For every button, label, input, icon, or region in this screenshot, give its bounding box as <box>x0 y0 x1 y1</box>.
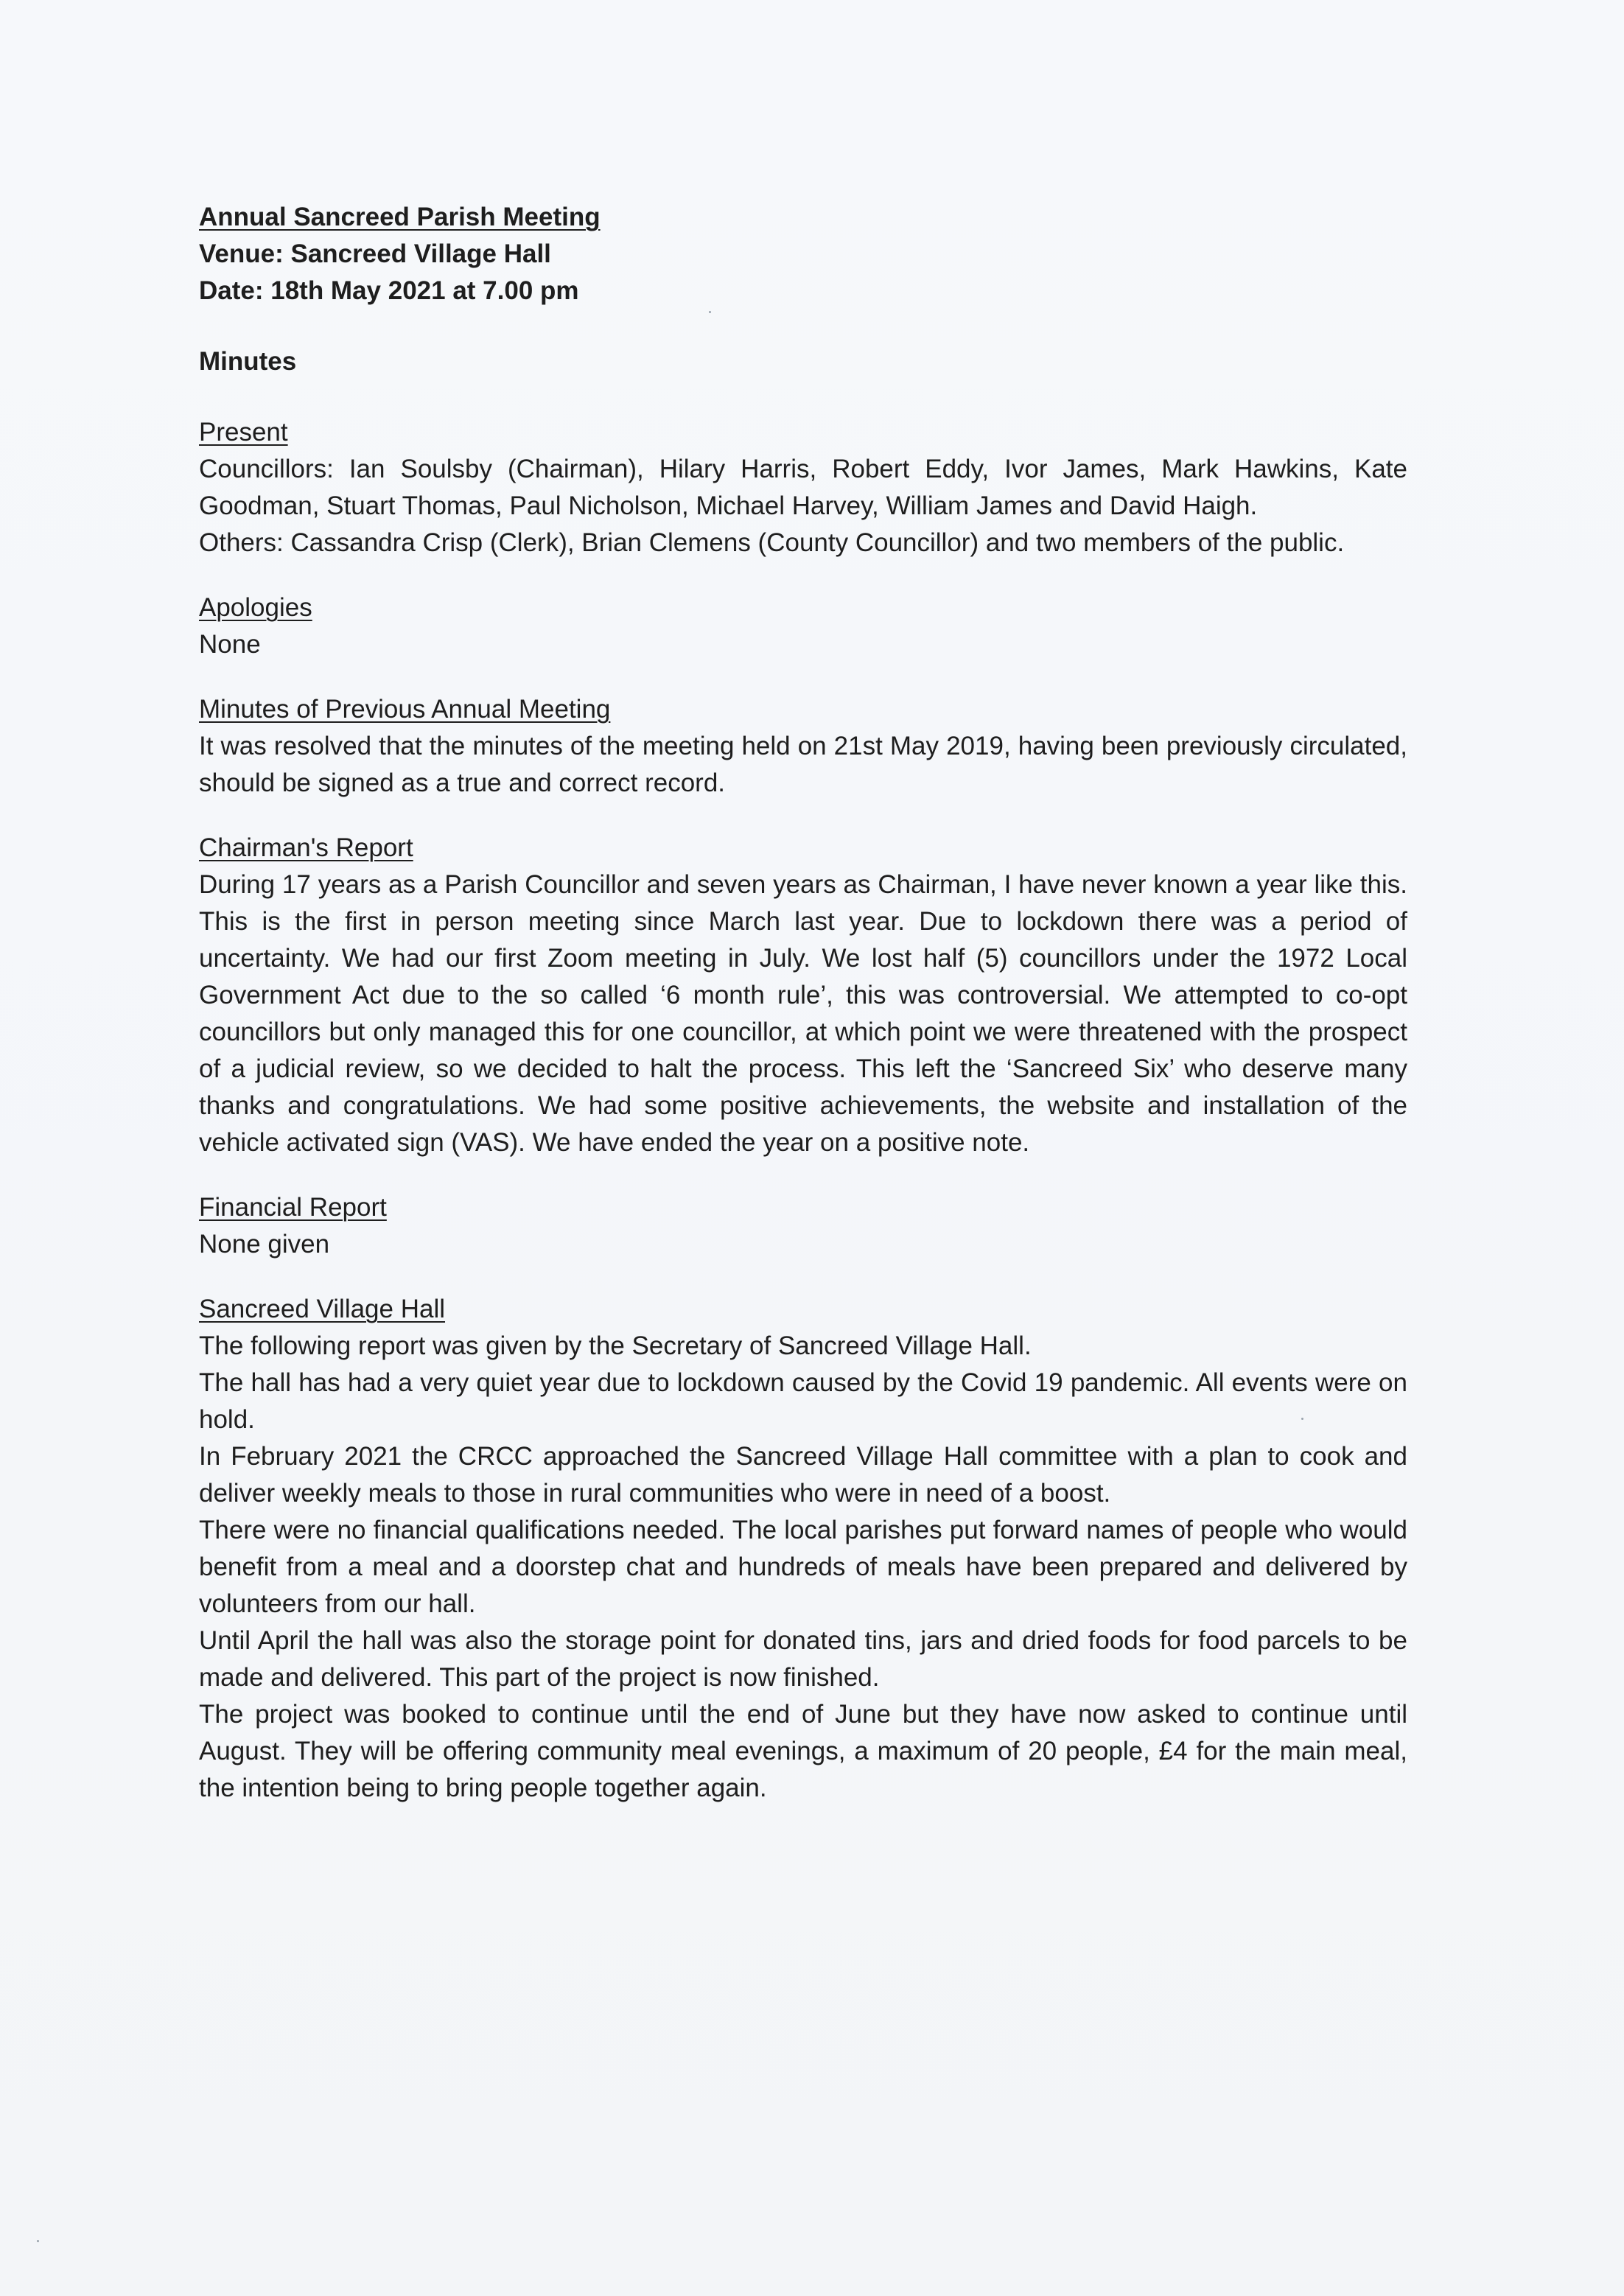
village-hall-section <box>199 1291 1407 1807</box>
scan-speck <box>709 311 711 313</box>
present-councillors: Councillors: Ian Soulsby (Chairman), Hilary Harris, Robert Eddy, Ivor James, Mark Hawkins, Kate Goodman, Stuart Thomas, Paul Nicholson, Michael Harvey, William James and David Haigh. <box>199 455 1407 520</box>
previous-minutes-section <box>199 691 1407 802</box>
financial-report-heading: Financial Report <box>199 1193 387 1222</box>
village-hall-heading: Sancreed Village Hall <box>199 1295 446 1323</box>
present-heading: Present <box>199 418 288 447</box>
chairmans-report-heading: Chairman's Report <box>199 833 413 862</box>
apologies-section <box>199 589 1407 663</box>
apologies-heading: Apologies <box>199 593 312 622</box>
document-body <box>199 199 1407 1807</box>
scan-speck <box>37 2240 39 2242</box>
village-hall-paragraph: The project was booked to continue until the end of June but they have now asked to continue until August. They will be offering community meal evenings, a maximum of 20 people, £4 for the main meal, the intention being to bring people together again. <box>199 1700 1407 1802</box>
village-hall-paragraph: In February 2021 the CRCC approached the Sancreed Village Hall committee with a plan to cook and deliver weekly meals to those in rural communities who were in need of a boost. <box>199 1442 1407 1508</box>
village-hall-paragraph: The following report was given by the Secretary of Sancreed Village Hall. <box>199 1331 1032 1360</box>
previous-minutes-heading: Minutes of Previous Annual Meeting <box>199 695 611 724</box>
venue-line: Venue: Sancreed Village Hall <box>199 239 551 268</box>
village-hall-paragraph: The hall has had a very quiet year due to lockdown caused by the Covid 19 pandemic. All events were on hold. <box>199 1368 1407 1434</box>
apologies-text: None <box>199 630 261 659</box>
financial-report-section <box>199 1189 1407 1263</box>
document-title: Annual Sancreed Parish Meeting <box>199 203 601 231</box>
date-line: Date: 18th May 2021 at 7.00 pm <box>199 276 579 305</box>
chairmans-report-section <box>199 830 1407 1161</box>
village-hall-paragraph: Until April the hall was also the storage point for donated tins, jars and dried foods for food parcels to be made and delivered. This part of the project is now finished. <box>199 1626 1407 1692</box>
village-hall-paragraph: There were no financial qualifications needed. The local parishes put forward names of people who would benefit from a meal and a doorstep chat and hundreds of meals have been prepared and delivered by volunteers from our hall. <box>199 1516 1407 1618</box>
chairmans-report-text: During 17 years as a Parish Councillor and seven years as Chairman, I have never known a year like this. This is the first in person meeting since March last year. Due to lockdown there was a period of uncertainty. We had our first Zoom meeting in July. We lost half (5) councillors under the 1972 Local Government Act due to the so called ‘6 month rule’, this was controversial. We attempted to co-opt councillors but only managed this for one councillor, at which point we were threatened with the prospect of a judicial review, so we decided to halt the process. This left the ‘Sancreed Six’ who deserve many thanks and congratulations. We had some positive achievements, the website and installation of the vehicle activated sign (VAS). We have ended the year on a positive note. <box>199 870 1407 1157</box>
scan-speck <box>1301 1418 1303 1420</box>
financial-report-text: None given <box>199 1230 330 1259</box>
present-others: Others: Cassandra Crisp (Clerk), Brian Clemens (County Councillor) and two members of the public. <box>199 528 1345 557</box>
present-section <box>199 414 1407 561</box>
minutes-label: Minutes <box>199 347 297 376</box>
previous-minutes-text: It was resolved that the minutes of the meeting held on 21st May 2019, having been previously circulated, should be signed as a true and correct record. <box>199 732 1407 797</box>
